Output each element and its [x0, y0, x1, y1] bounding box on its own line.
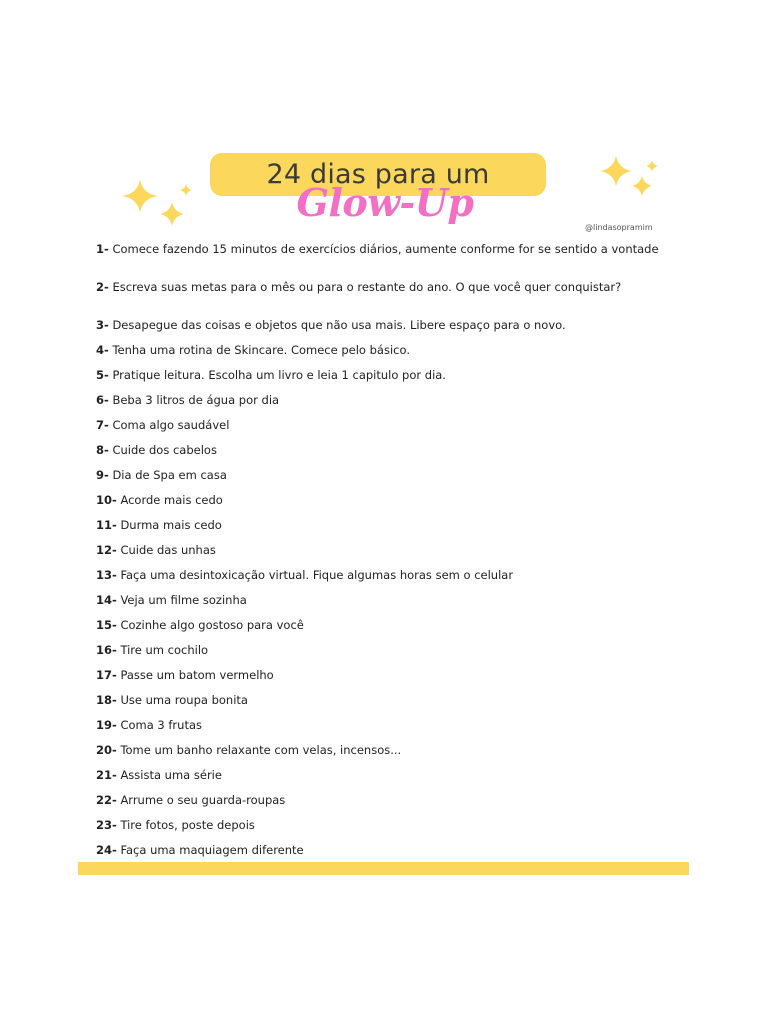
page-title: 24 dias para um: [266, 159, 490, 190]
list-item: 18- Use uma roupa bonita: [96, 693, 248, 707]
list-item: 22- Arrume o seu guarda-roupas: [96, 793, 286, 807]
list-item: 12- Cuide das unhas: [96, 543, 216, 557]
sparkles-icon: [594, 154, 664, 198]
author-handle: @lindasopramim: [585, 223, 653, 232]
list-item: 10- Acorde mais cedo: [96, 493, 223, 507]
list-item: 15- Cozinhe algo gostoso para você: [96, 618, 304, 632]
list-item: 1- Comece fazendo 15 minutos de exercícios diários, aumente conforme for se sentido a vontade: [96, 242, 659, 256]
list-item: 9- Dia de Spa em casa: [96, 468, 227, 482]
list-item: 5- Pratique leitura. Escolha um livro e leia 1 capitulo por dia.: [96, 368, 446, 382]
list-item: 2- Escreva suas metas para o mês ou para o restante do ano. O que você quer conquistar?: [96, 280, 622, 294]
sparkles-icon: [112, 176, 196, 228]
page-subtitle: Glow-Up: [296, 180, 474, 225]
footer-bar: [78, 862, 689, 875]
list-item: 24- Faça uma maquiagem diferente: [96, 843, 304, 857]
list-item: 7- Coma algo saudável: [96, 418, 230, 432]
list-item: 14- Veja um filme sozinha: [96, 593, 247, 607]
list-item: 13- Faça uma desintoxicação virtual. Fique algumas horas sem o celular: [96, 568, 514, 582]
list-item: 20- Tome um banho relaxante com velas, incensos...: [96, 743, 402, 757]
list-item: 6- Beba 3 litros de água por dia: [96, 393, 280, 407]
list-item: 4- Tenha uma rotina de Skincare. Comece pelo básico.: [96, 343, 410, 357]
list-item: 17- Passe um batom vermelho: [96, 668, 274, 682]
list-item: 16- Tire um cochilo: [96, 643, 209, 657]
list-item: 11- Durma mais cedo: [96, 518, 222, 532]
list-item: 23- Tire fotos, poste depois: [96, 818, 255, 832]
list-item: 19- Coma 3 frutas: [96, 718, 202, 732]
list-item: 3- Desapegue das coisas e objetos que não usa mais. Libere espaço para o novo.: [96, 318, 566, 332]
list-item: 21- Assista uma série: [96, 768, 222, 782]
list-item: 8- Cuide dos cabelos: [96, 443, 217, 457]
